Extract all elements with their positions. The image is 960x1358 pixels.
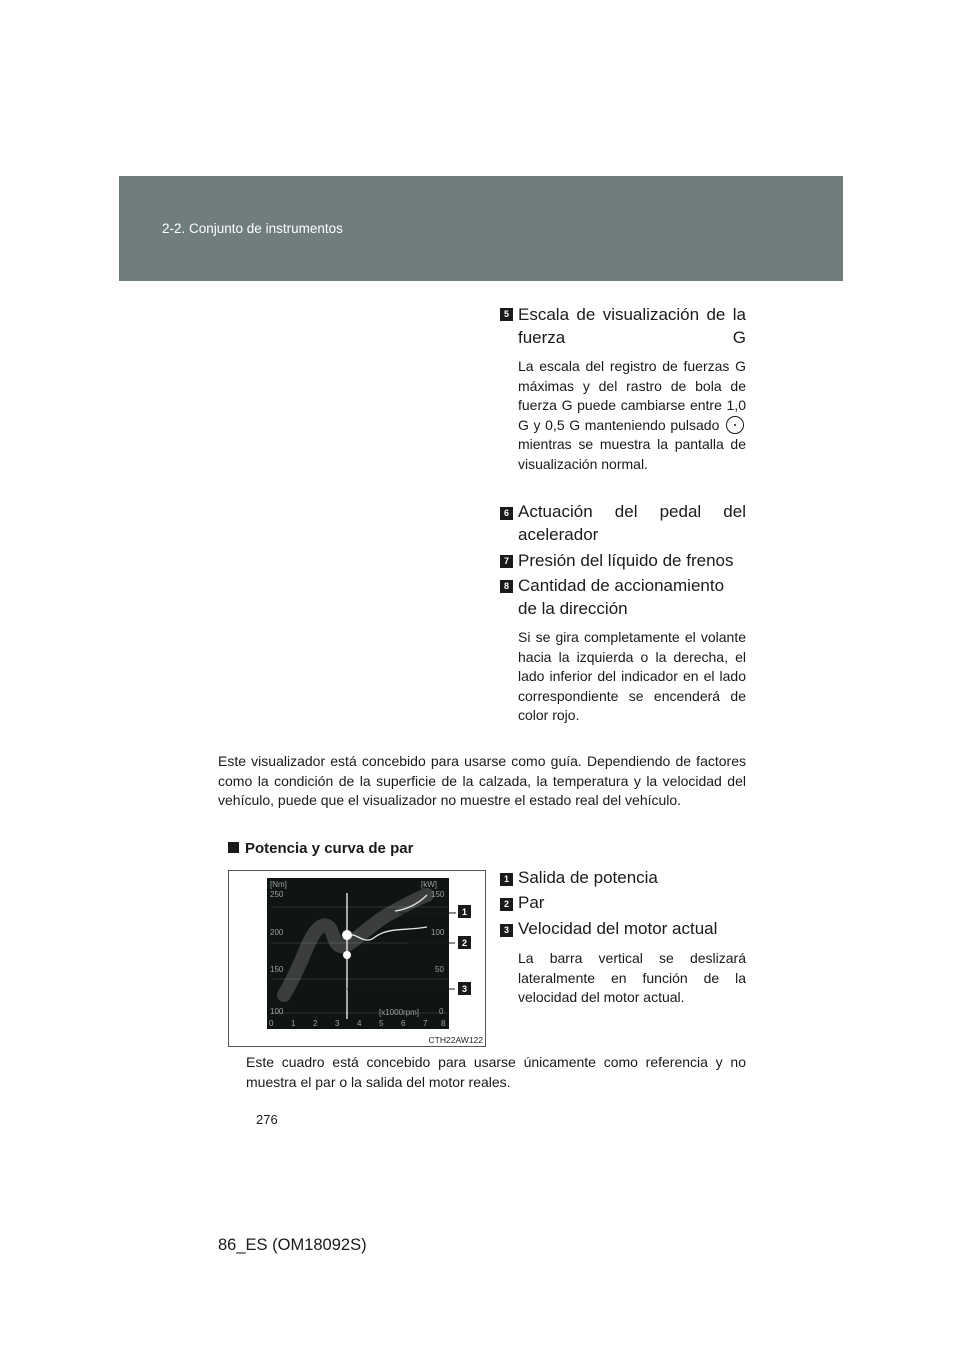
callout-badges [458, 905, 471, 995]
left-tick-2: 150 [270, 965, 284, 974]
figure-code: CTH22AW122 [428, 1035, 483, 1045]
left-tick-3: 100 [270, 1007, 284, 1016]
note-paragraph-1: Este visualizador está concebido para usarse como guía. Dependiendo de factores como la condición de la superficie de la calzada, la temperatura y la velocidad del vehículo, puede que el visualizador no muestre el estado real del vehículo. [218, 753, 746, 808]
left-tick-1: 200 [270, 928, 284, 937]
x-tick-0: 0 [269, 1019, 274, 1028]
x-tick-8: 8 [441, 1019, 446, 1028]
right-tick-1: 100 [431, 928, 445, 937]
callout-1: 1 [461, 907, 468, 917]
item-desc-engine-speed: La barra vertical se deslizará lateralmente en función de la velocidad del motor actual. [518, 950, 746, 1005]
item-title-accelerator: Actuación del pedal del acelerador [518, 502, 746, 544]
item-title-g-force-scale: Escala de visualización de la fuerza G [518, 305, 746, 347]
section-title: 2-2. Conjunto de instrumentos [162, 221, 343, 236]
right-unit: [kW] [421, 880, 437, 889]
left-tick-0: 250 [270, 890, 284, 899]
subsection-heading [228, 840, 413, 857]
item-title-power-output: Salida de potencia [518, 868, 658, 887]
square-bullet-icon [228, 842, 239, 853]
badge-8: 8 [500, 580, 513, 593]
subsection-title: Potencia y curva de par [245, 840, 414, 857]
x-tick-7: 7 [423, 1019, 428, 1028]
right-tick-3: 0 [439, 1007, 444, 1016]
note-paragraph-2: Este cuadro está concebido para usarse únicamente como referencia y no muestra el par o la salida del motor reales. [246, 1054, 746, 1090]
badge-5: 5 [500, 308, 513, 321]
item-desc-g-force-scale [518, 357, 746, 474]
item-title-engine-speed: Velocidad del motor actual [518, 919, 718, 938]
left-unit: [Nm] [270, 880, 287, 889]
x-tick-6: 6 [401, 1019, 406, 1028]
item-desc-steering: Si se gira completamente el volante hacia la izquierda o la derecha, el lado inferior del indicador en el lado correspondiente se encenderá de color rojo. [518, 629, 746, 723]
torque-power-graphic [229, 871, 485, 1046]
x-unit: [x1000rpm] [379, 1008, 420, 1017]
torque-power-figure [228, 870, 486, 1047]
desc-part-a: La escala del registro de fuerzas G máximas y del rastro de bola de fuerza G puede cambiarse entre 1,0 G y 0,5 G manteniendo pulsado [518, 358, 746, 433]
x-tick-3: 3 [335, 1019, 340, 1028]
right-tick-0: 150 [431, 890, 445, 899]
badge-2: 2 [500, 898, 513, 911]
x-tick-4: 4 [357, 1019, 362, 1028]
power-dot [342, 930, 352, 940]
badge-1: 1 [500, 873, 513, 886]
badge-6: 6 [500, 507, 513, 520]
page-number: 276 [256, 1112, 278, 1127]
right-tick-2: 50 [435, 965, 444, 974]
item-title-steering: Cantidad de accionamiento de la dirección [518, 576, 725, 618]
x-tick-1: 1 [291, 1019, 296, 1028]
item-title-torque: Par [518, 893, 545, 912]
badge-7: 7 [500, 555, 513, 568]
item-title-brake-pressure: Presión del líquido de frenos [518, 551, 734, 570]
x-tick-2: 2 [313, 1019, 318, 1028]
footer-code: 86_ES (OM18092S) [218, 1236, 367, 1254]
torque-dot [343, 951, 351, 959]
callout-2: 2 [461, 938, 468, 948]
desc-part-b: mientras se muestra la pantalla de visualización normal. [518, 436, 746, 472]
x-tick-5: 5 [379, 1019, 384, 1028]
callout-3: 3 [461, 984, 468, 994]
badge-3: 3 [500, 924, 513, 937]
center-dot-button-icon [726, 416, 744, 434]
